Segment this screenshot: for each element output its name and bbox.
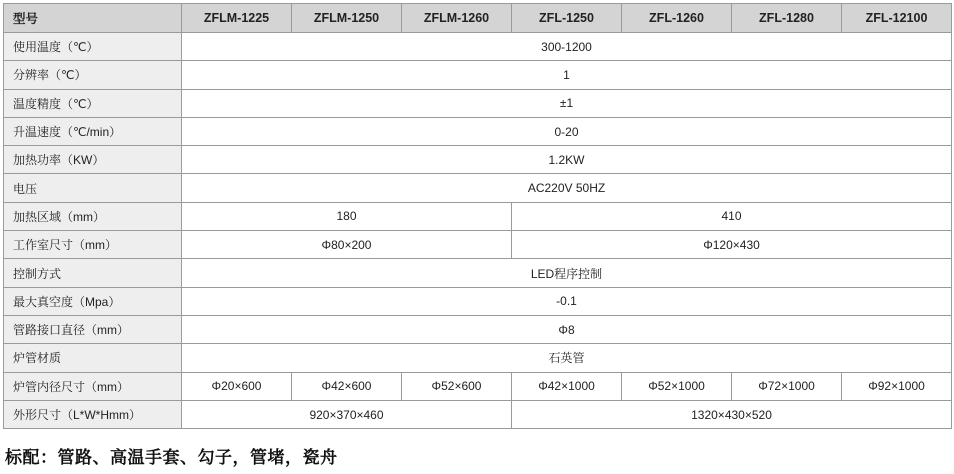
table-row: [4, 89, 952, 117]
row-value: Φ42×1000: [512, 372, 622, 400]
row-label: 温度精度（℃）: [4, 89, 182, 117]
row-value: LED程序控制: [182, 259, 952, 287]
model-header: ZFL-12100: [842, 4, 952, 33]
spec-body: [4, 33, 952, 429]
row-value: 300-1200: [182, 33, 952, 61]
row-value: 1: [182, 61, 952, 89]
table-row: [4, 287, 952, 315]
row-value: Φ42×600: [292, 372, 402, 400]
row-value: 1.2KW: [182, 146, 952, 174]
spec-table: [3, 3, 952, 429]
table-row: [4, 146, 952, 174]
row-label: 炉管内径尺寸（mm）: [4, 372, 182, 400]
row-label: 分辨率（℃）: [4, 61, 182, 89]
row-value: -0.1: [182, 287, 952, 315]
table-row: [4, 61, 952, 89]
row-value: Φ52×1000: [622, 372, 732, 400]
row-label: 控制方式: [4, 259, 182, 287]
model-header: ZFLM-1260: [402, 4, 512, 33]
row-value: Φ80×200: [182, 231, 512, 259]
table-row: [4, 33, 952, 61]
table-row: [4, 315, 952, 343]
row-label: 外形尺寸（L*W*Hmm）: [4, 400, 182, 428]
model-header: ZFL-1280: [732, 4, 842, 33]
row-value: 180: [182, 202, 512, 230]
row-value: Φ8: [182, 315, 952, 343]
row-value: 0-20: [182, 117, 952, 145]
row-value: Φ72×1000: [732, 372, 842, 400]
table-row: [4, 400, 952, 428]
header-label: 型号: [4, 4, 182, 33]
row-label: 最大真空度（Mpa）: [4, 287, 182, 315]
header-row: [4, 4, 952, 33]
table-row: [4, 202, 952, 230]
row-value: Φ120×430: [512, 231, 952, 259]
row-label: 炉管材质: [4, 344, 182, 372]
row-value: 920×370×460: [182, 400, 512, 428]
accessories-note: 标配：管路、高温手套、勾子，管堵，瓷舟: [5, 448, 338, 468]
table-row: [4, 344, 952, 372]
row-value: Φ52×600: [402, 372, 512, 400]
row-label: 加热功率（KW）: [4, 146, 182, 174]
table-row: [4, 174, 952, 202]
row-value: ±1: [182, 89, 952, 117]
table-row: [4, 372, 952, 400]
row-value: Φ20×600: [182, 372, 292, 400]
table-row: [4, 231, 952, 259]
row-label: 管路接口直径（mm）: [4, 315, 182, 343]
row-value: 1320×430×520: [512, 400, 952, 428]
model-header: ZFLM-1225: [182, 4, 292, 33]
row-label: 工作室尺寸（mm）: [4, 231, 182, 259]
table-row: [4, 259, 952, 287]
model-header: ZFL-1250: [512, 4, 622, 33]
model-header: ZFLM-1250: [292, 4, 402, 33]
row-value: 石英管: [182, 344, 952, 372]
row-label: 加热区域（mm）: [4, 202, 182, 230]
model-header: ZFL-1260: [622, 4, 732, 33]
row-label: 使用温度（℃）: [4, 33, 182, 61]
row-label: 电压: [4, 174, 182, 202]
table-row: [4, 117, 952, 145]
row-value: AC220V 50HZ: [182, 174, 952, 202]
row-label: 升温速度（℃/min）: [4, 117, 182, 145]
row-value: 410: [512, 202, 952, 230]
row-value: Φ92×1000: [842, 372, 952, 400]
